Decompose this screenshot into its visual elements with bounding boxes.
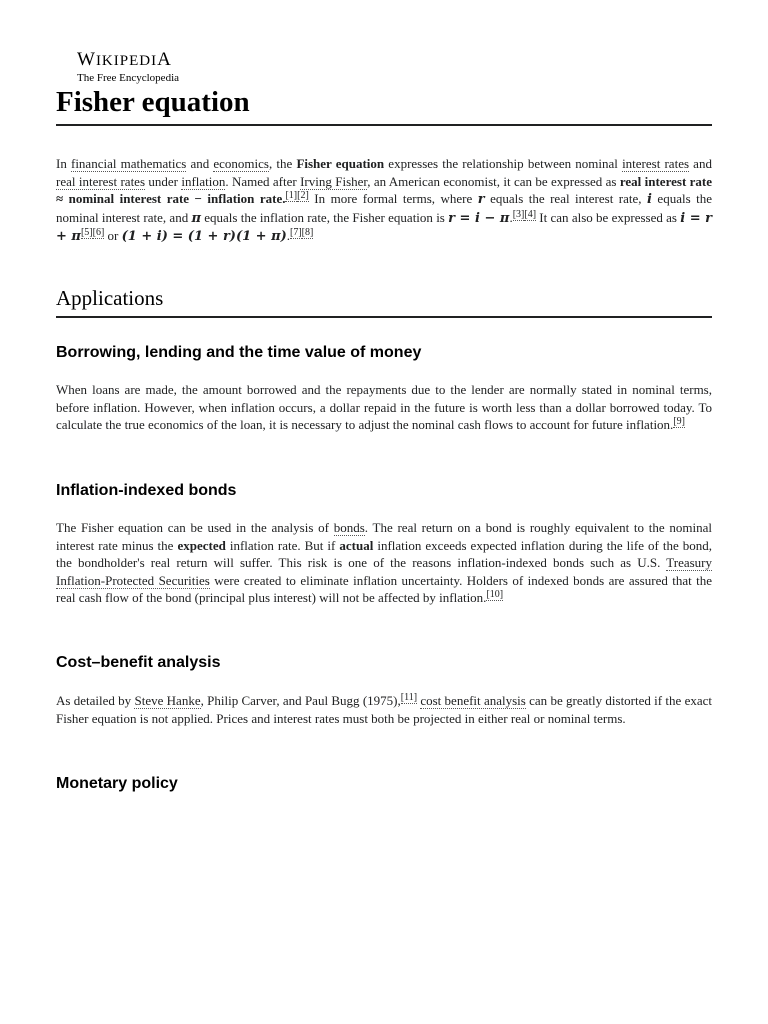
link-real-interest-rates[interactable]: real interest rates xyxy=(56,173,146,189)
citation-2[interactable]: [2] xyxy=(297,190,309,201)
citation-3-4 xyxy=(513,209,536,221)
link-cost-benefit-analysis[interactable]: cost benefit analysis xyxy=(420,693,526,708)
citation-5[interactable]: [5] xyxy=(80,227,93,238)
link-irving-fisher[interactable]: Irving Fisher xyxy=(300,173,368,189)
citation-10[interactable]: [10] xyxy=(486,589,504,600)
wikipedia-wordmark: WIKIPEDIA xyxy=(77,49,172,70)
citation-3[interactable]: [3] xyxy=(512,208,525,220)
citation-1[interactable]: [1] xyxy=(285,190,298,201)
wikipedia-logo[interactable] xyxy=(77,50,179,85)
bold-actual: actual xyxy=(339,537,374,553)
citation-9[interactable]: [9] xyxy=(673,416,685,427)
link-steve-hanke[interactable]: Steve Hanke xyxy=(134,693,201,708)
citation-5-6 xyxy=(81,227,104,239)
citation-7[interactable]: [7] xyxy=(290,227,302,238)
bold-formula: real interest rate ≈ nominal interest rate − inflation rate. xyxy=(56,173,713,206)
page-title: Fisher equation xyxy=(56,82,712,126)
math-equation-1: r = i − π xyxy=(448,210,510,226)
intro-paragraph: In financial mathematics and economics, the Fisher equation expresses the relationship between nominal interest rates and real interest rates under inflation. Named after Irving Fisher, an American economist, it can be expressed as real interest rate ≈ nominal interest rate − inflation rate.[1][2] In more formal terms, where r equals the real interest rate, i equals the nominal interest rate, and π equals the inflation rate, the Fisher equation is r = i − π.[3][4] It can also be expressed as i = r + π[5][6] or (1 + i) = (1 + r)(1 + π).[7][8] xyxy=(56,156,713,244)
bold-fisher-equation: Fisher equation xyxy=(296,156,385,171)
bold-expected: expected xyxy=(177,537,226,553)
section-heading-applications: Applications xyxy=(56,284,712,318)
link-economics[interactable]: economics xyxy=(213,156,269,171)
wikipedia-tagline: The Free Encyclopedia xyxy=(77,72,180,84)
link-inflation[interactable]: inflation xyxy=(181,173,226,189)
math-equation-3: (1 + i) = (1 + r)(1 + π) xyxy=(121,229,287,244)
math-equation-2: i = r + π xyxy=(56,210,713,244)
subsection-heading-inflation-indexed-bonds: Inflation-indexed bonds xyxy=(56,482,237,499)
math-pi: π xyxy=(191,210,201,226)
subsection-heading-monetary-policy: Monetary policy xyxy=(56,775,178,792)
citation-1-2 xyxy=(285,190,308,202)
citation-7-8 xyxy=(290,227,313,239)
citation-4[interactable]: [4] xyxy=(524,208,537,220)
math-r: r xyxy=(477,192,485,207)
citation-8[interactable]: [8] xyxy=(301,227,314,238)
inflation-bonds-paragraph: The Fisher equation can be used in the analysis of bonds. The real return on a bond is roughly equivalent to the nominal interest rate minus the expected inflation rate. But if actual inflation exceeds expected inflation during the life of the bond, the bondholder's real return will suffer. This risk is one of the reasons inflation-indexed bonds such as U.S. Treasury Inflation-Protected Securities were created to eliminate inflation uncertainty. Holders of indexed bonds are assured that the real cash flow of the bond (principal plus interest) will not be affected by inflation.[10] xyxy=(56,520,713,605)
citation-6[interactable]: [6] xyxy=(92,227,105,238)
subsection-heading-borrowing: Borrowing, lending and the time value of money xyxy=(56,344,422,361)
math-i: i xyxy=(647,192,652,207)
link-interest-rates[interactable]: interest rates xyxy=(622,156,690,171)
link-bonds[interactable]: bonds xyxy=(333,520,365,535)
link-financial-mathematics[interactable]: financial mathematics xyxy=(70,156,187,171)
subsection-heading-cost-benefit: Cost–benefit analysis xyxy=(56,654,221,671)
cost-benefit-paragraph: As detailed by Steve Hanke, Philip Carver, and Paul Bugg (1975),[11] cost benefit analysis can be greatly distorted if the exact Fisher equation is not applied. Prices and interest rates must both be projected in either real or nominal terms. xyxy=(56,692,713,726)
borrowing-paragraph: When loans are made, the amount borrowed and the repayments due to the lender are normally stated in nominal terms, before inflation. However, when inflation occurs, a dollar repaid in the future is worth less than a dollar borrowed today. To calculate the true economics of the loan, it is necessary to adjust the nominal cash flows to account for future inflation.[9] xyxy=(56,382,712,432)
link-tips[interactable]: Treasury Inflation-Protected Securities xyxy=(56,555,712,588)
citation-11[interactable]: [11] xyxy=(400,692,418,703)
